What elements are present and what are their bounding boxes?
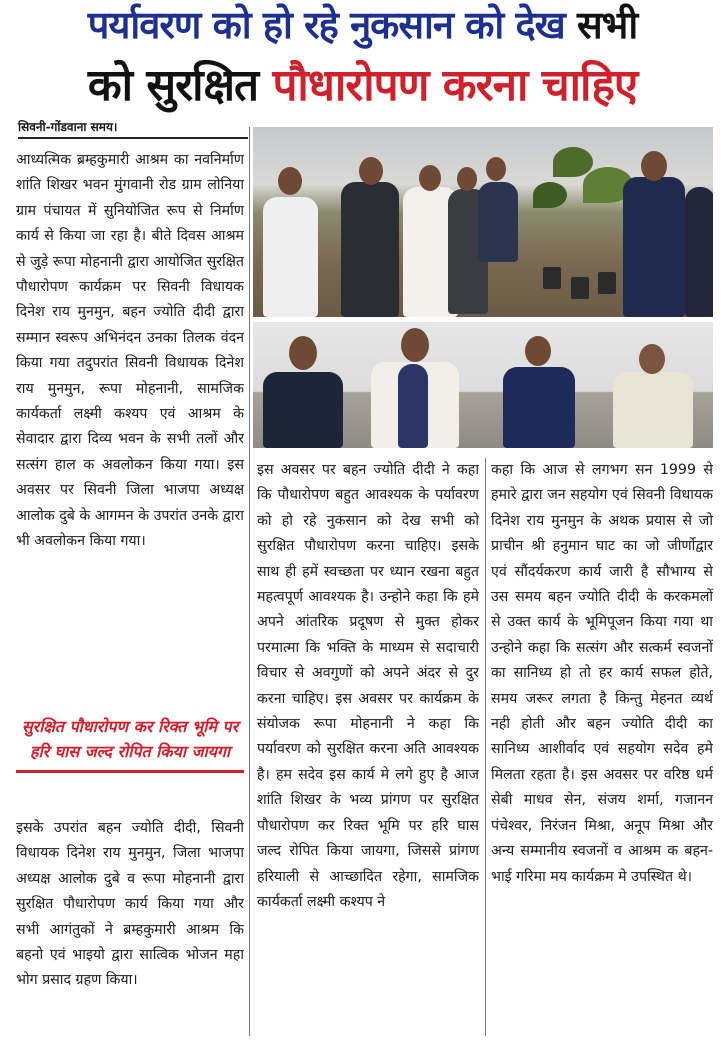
headline-black-text-2: को सुरक्षित xyxy=(87,60,259,111)
article-column-3: कहा कि आज से लगभग सन 1999 से हमारे द्वारा जन सहयोग एवं सिवनी विधायक दिनेश राय मुनमुन के अथक प्रयास से जो प्राचीन श्री हनुमान घाट का जो जीर्णोद्वार एवं सौंदर्यकरण कार्य जारी है सौभाग्य से उस समय बहन ज्योति दीदी के करकमलों से उक्त कार्य के भूमिपूजन किया गया था उन्होने कहा कि सत्संग और सत्कर्म स्वजनों का सानिध्य हो तो हर कार्य सफल होते, समय जरूर लगता है किन्तु मेहनत व्यर्थ नही होती और बहन ज्योति दीदी का सानिध्य आशीर्वाद एवं सहयोग सदेव हमे मिलता रहता है। इस अवसर पर वरिष्ठ धर्म सेबी माधव सेन, संजय शर्मा, गजानन पंचेश्वर, निरंजन मिश्रा, अनूप मिश्रा और अन्य सम्मानीय स्वजनों व आश्रम क बहन-भाई गरिमा मय कार्यक्रम मे उपस्थित थे। xyxy=(491,462,713,885)
headline-red-text: पौधारोपण करना चाहिए xyxy=(272,60,638,111)
dateline: सिवनी-गोंडवाना समय। xyxy=(18,118,248,139)
headline-line-2 xyxy=(0,60,725,111)
photo-plantation-group xyxy=(253,127,713,317)
photo-four-men-indoors xyxy=(253,322,713,448)
column-divider xyxy=(249,127,250,1036)
column-divider xyxy=(485,458,486,1036)
headline-black-text: सभी xyxy=(576,3,638,47)
article-column-1-bottom: इसके उपरांत बहन ज्योति दीदी, सिवनी विधायक दिनेश राय मुनमुन, जिला भाजपा अध्यक्ष आलोक दुबे व रूपा मोहनानी द्वारा सुरक्षित पौधारोपण कार्य किया गया और सभी आगंतुकों ने ब्रम्हकुमारी आश्रम कि बहनो एवं भाइयो द्वारा सात्विक भोजन महा भोग प्रसाद ग्रहण किया। xyxy=(16,820,244,989)
article-column-2: इस अवसर पर बहन ज्योति दीदी ने कहा कि पौधारोपण बहुत आवश्यक के पर्यावरण को हो रहे नुकसान को देख सभी को सुरक्षित पौधारोपण करना चाहिए। इसके साथ ही हमें स्वच्छता पर ध्यान रखना बहुत महत्वपूर्ण आवश्यक है। उन्होने कहा कि हमे अपने आंतरिक प्रदूषण से मुक्त होकर परमात्मा कि भक्ति के माध्यम से सदाचारी विचार से अवगुणों को अपने अंदर से दुर करना चाहिए। इस अवसर पर कार्यक्रम के संयोजक रूपा मोहनानी ने कहा कि पर्यावरण को सुरक्षित करना अति आवश्यक है। हम सदेव इस कार्य मे लगे हुए है आज शांति शिखर के भव्य प्रांगण पर सुरक्षित पौधारोपण कर रिक्त भूमि पर हरि घास जल्द रोपित किया जायगा, जिससे प्रांगण हरियाली से आच्छादित रहेगा, सामजिक कार्यकर्ता लक्ष्मी कश्यप ने xyxy=(257,462,479,910)
subheading: सुरक्षित पौधारोपण कर रिक्त भूमि पर हरि घास जल्द रोपित किया जायगा xyxy=(16,714,244,773)
article-column-1-top: आध्यत्मिक ब्रम्हकुमारी आश्रम का नवनिर्माण शांति शिखर भवन मुंगवानी रोड ग्राम लोनिया ग्राम पंचायत में सुनियोजित रूप से निर्माण कार्य से किया जा रहा है। बीते दिवस आश्रम से जुड़े रूपा मोहनानी द्वारा आयोजित सुरक्षित पौधारोपण कार्यक्रम पर सिवनी विधायक दिनेश राय मुनमुन, बहन ज्योति दीदी द्वारा सम्मान स्वरूप अभिनंदन उनका तिलक वंदन किया गया तदुपरांत सिवनी विधायक दिनेश राय मुनमुन, रूपा मोहनानी, सामजिक कार्यकर्ता लक्ष्मी कश्यप एवं आश्रम के सेवादार द्वारा दिव्य भवन के सभी तलों और सत्संग हाल क अवलोकन किया गया। इस अवसर पर सिवनी जिला भाजपा अध्यक्ष आलोक दुबे के आगमन के उपरांत उनके द्वारा भी अवलोकन किया गया। xyxy=(16,152,244,550)
headline-line-1 xyxy=(0,3,725,47)
headline-blue-text: पर्यावरण को हो रहे नुकसान को देख xyxy=(87,3,565,47)
